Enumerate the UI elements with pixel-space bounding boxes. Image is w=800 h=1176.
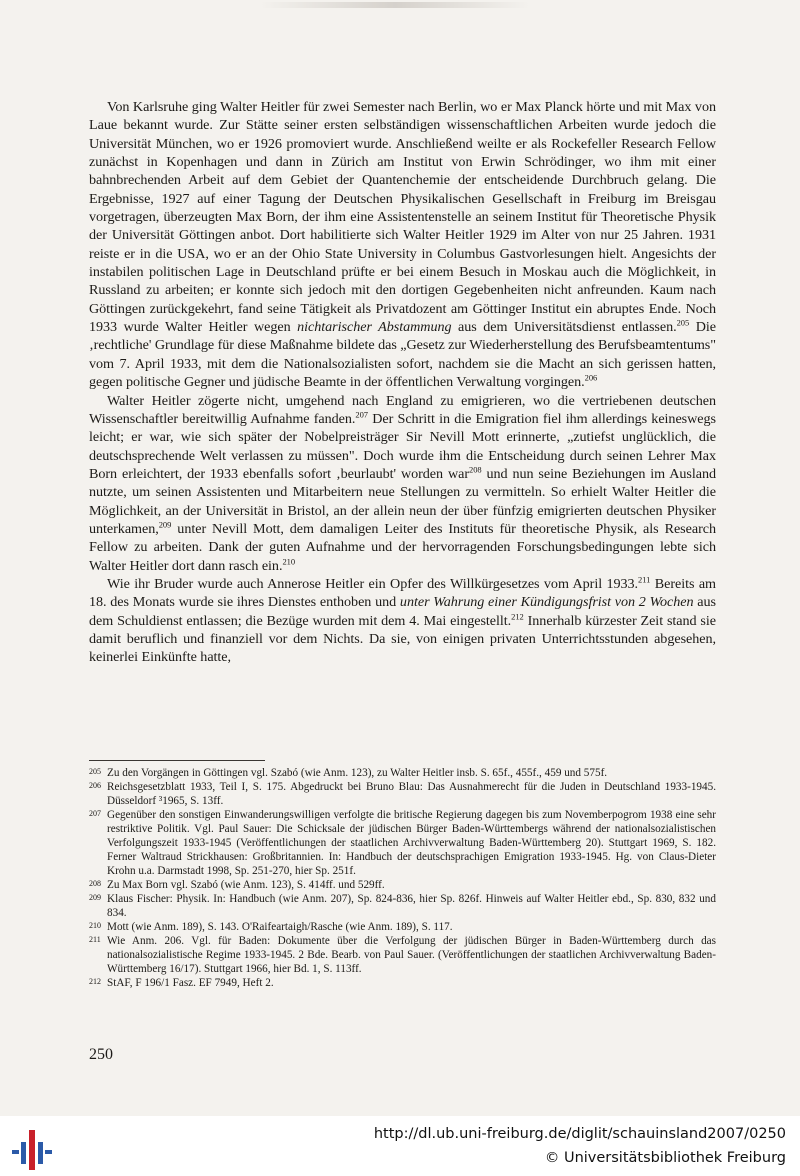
footnote-item — [89, 934, 716, 976]
footnote-number: 207 — [89, 809, 101, 818]
footnote-item — [89, 878, 716, 892]
footnote-text: StAF, F 196/1 Fasz. EF 7949, Heft 2. — [107, 977, 274, 989]
footnote-ref[interactable]: 205 — [676, 317, 690, 328]
paragraph-text: und nun seine Beziehungen im Ausland nutzte, um seinen Assistenten und Mitarbeitern neue Stellungen zu vermitteln. So erhielt Walter Heitler die Möglichkeit, an der Universität in Bristol, an der allein neun der über fünfzig emigrierten deutschen Physiker unterkamen, — [89, 465, 716, 537]
paragraph-text: aus dem Universitätsdienst entlassen. — [451, 319, 677, 336]
page-number: 250 — [89, 1046, 113, 1063]
footnote-number: 210 — [89, 921, 101, 930]
paragraph-2 — [89, 392, 716, 575]
footnote-text: Zu den Vorgängen in Göttingen vgl. Szabó (wie Anm. 123), zu Walter Heitler insb. S. 65f., 455f., 459 und 575f. — [107, 767, 608, 779]
paragraph-text: Von Karlsruhe ging Walter Heitler für zwei Semester nach Berlin, wo er Max Planck hörte und mit Max von Laue bekannt wurde. Zur Stätte seiner ersten selbständigen wissenschaftlichen Arbeiten wurde jedoch die Universität München, wo er 1926 promoviert wurde. Anschließend weilte er als Rockefeller Research Fellow zunächst in Kopenhagen und dann in Zürich am Institut von Erwin Schrödinger, wo ihm mit einer bahnbrechenden Arbeit auf dem Gebiet der Quantenchemie der entscheidende Durchbruch gelang. Die Ergebnisse, 1927 auf einer Tagung der Deutschen Physikalischen Gesellschaft in Freiburg im Breisgau vorgetragen, überzeugten Max Born, der ihm eine Assistentenstelle an seinem Institut für Theoretische Physik der Universität Göttingen anbot. Dort habilitierte sich Walter Heitler 1929 im Alter von nur 25 Jahren. 1931 reiste er in die USA, wo er an der Ohio State University in Columbus Gastvorlesungen hielt. Angesichts der instabilen politischen Lage in Deutschland prüfte er bei einem Besuch in Moskau auch die Möglichkeit, in Russland zu arbeiten; er konnte sich jedoch mit den dortigen Gegebenheiten nicht anfreunden. Kaum nach Göttingen zurückgekehrt, fand seine Tätigkeit als Privatdozent am Göttinger Institut ein abruptes Ende. Noch 1933 wurde Walter Heitler wegen — [89, 99, 716, 336]
footnote-number: 206 — [89, 781, 101, 790]
footnote-number: 205 — [89, 767, 101, 776]
main-text — [89, 98, 716, 667]
footnote-number: 208 — [89, 879, 101, 888]
paragraph-text: Der Schritt in die Emigration fiel ihm allerdings keineswegs leicht; er war, wie sich später der Nobelpreisträger Sir Nevill Mott erinnerte, „zutiefst unglücklich, die deutschsprechende Welt verlassen zu müssen". Doch wurde ihm die Entscheidung durch seinen Lehrer Max Born erleichtert, der 1933 ebenfalls sofort ‚beurlaubt' worden war — [89, 410, 716, 482]
footnote-text: Wie Anm. 206. Vgl. für Baden: Dokumente über die Verfolgung der jüdischen Bürger in Baden-Württemberg durch das nationalsozialistische Regime 1933-1945. 2 Bde. Bearb. von Paul Sauer. (Veröffentlichungen der staatlichen Archivverwaltung Baden-Württemberg 16/17). Stuttgart 1966, hier Bd. 1, S. 113ff. — [107, 935, 716, 975]
footnote-item — [89, 780, 716, 808]
footnote-text: Gegenüber den sonstigen Einwanderungswilligen verfolgte die britische Regierung dagegen bis zum Novemberpogrom 1938 eine sehr restriktive Politik. Vgl. Paul Sauer: Die Schicksale der jüdischen Bürger Baden-Württembergs während der nationalsozialistischen Verfolgungszeit 1933-1945 (Veröffentlichungen der staatlichen Archivverwaltung Baden-Württemberg 20). Stuttgart 1969, S. 182. Ferner Waltraud Strickhausen: Großbritannien. In: Handbuch der deutschsprachigen Emigration 1933-1945. Hg. von Claus-Dieter Krohn u.a. Darmstadt 1998, Sp. 251-270, hier Sp. 251f. — [107, 809, 716, 877]
footnote-ref[interactable]: 207 — [355, 409, 369, 420]
footer-bar — [0, 1116, 800, 1176]
paragraph-3 — [89, 575, 716, 667]
copyright-text: © Universitätsbibliothek Freiburg — [544, 1150, 786, 1166]
footnote-ref[interactable]: 208 — [469, 464, 482, 475]
footnote-item — [89, 892, 716, 920]
footnote-text: Zu Max Born vgl. Szabó (wie Anm. 123), S. 414ff. und 529ff. — [107, 879, 385, 891]
paragraph-text: Bereits am 18. des Monats wurde sie ihres Dienstes enthoben und — [89, 575, 716, 611]
paragraph-text: Innerhalb kürzester Zeit stand sie damit beruflich und finanziell vor dem Nichts. Da sie, von einigen privaten Unterrichtsstunden abgesehen, keinerlei Einkünfte hatte, — [89, 612, 716, 666]
ub-freiburg-logo-icon — [12, 1128, 52, 1172]
footnote-ref[interactable]: 210 — [282, 555, 296, 566]
footnote-item — [89, 976, 716, 990]
footnote-ref[interactable]: 209 — [158, 519, 172, 530]
header-smudge — [260, 2, 530, 8]
footnote-ref[interactable]: 211 — [638, 574, 651, 585]
footnote-item — [89, 766, 716, 780]
paragraph-text: Wie ihr Bruder wurde auch Annerose Heitler ein Opfer des Willkürgesetzes vom April 1933. — [107, 575, 639, 592]
footnotes — [89, 766, 716, 990]
footnote-number: 211 — [89, 935, 101, 944]
source-url[interactable]: http://dl.ub.uni-freiburg.de/diglit/schauinsland2007/0250 — [373, 1126, 786, 1142]
footnote-divider — [89, 760, 265, 761]
paragraph-text: unter Nevill Mott, dem damaligen Leiter des Instituts für theoretische Physik, als Research Fellow zu arbeiten. Dank der guten Aufnahme und der hervorragenden Forschungsbedingungen lebte sich Walter Heitler dort dann rasch ein. — [89, 520, 716, 574]
footnote-item — [89, 808, 716, 878]
paragraph-text: aus dem Schuldienst entlassen; die Bezüge wurden mit dem 4. Mai eingestellt. — [89, 594, 717, 629]
footnote-text: Klaus Fischer: Physik. In: Handbuch (wie Anm. 207), Sp. 824-836, hier Sp. 826f. Hinweis auf Walter Heitler ebd., Sp. 830, 832 und 834. — [107, 893, 716, 919]
footnote-ref[interactable]: 212 — [511, 610, 524, 621]
footnote-number: 209 — [89, 893, 101, 902]
footnote-text: Reichsgesetzblatt 1933, Teil I, S. 175. Abgedruckt bei Bruno Blau: Das Ausnahmerecht für die Juden in Deutschland 1933-1945. Düsseldorf ³1965, S. 13ff. — [107, 781, 716, 807]
italic-phrase: unter Wahrung einer Kündigungsfrist von 2 Wochen — [399, 594, 694, 611]
paragraph-text: Walter Heitler zögerte nicht, umgehend nach England zu emigrieren, wo die vertriebenen deutschen Wissenschaftler bereitwillig Aufnahme fanden. — [89, 392, 716, 427]
paragraph-text: Die ‚rechtliche' Grundlage für diese Maßnahme bildete das „Gesetz zur Wiederherstellung des Berufsbeamtentums" vom 7. April 1933, mit dem die Nationalsozialisten sofort, nachdem sie die Macht an sich gerissen hatten, gegen politische Gegner und jüdische Beamte in der öffentlichen Verwaltung vorgingen. — [89, 319, 716, 391]
italic-phrase: nichtarischer Abstammung — [297, 319, 452, 336]
footnote-text: Mott (wie Anm. 189), S. 143. O'Raifeartaigh/Rasche (wie Anm. 189), S. 117. — [107, 921, 453, 933]
paragraph-1 — [89, 98, 716, 392]
footnote-ref[interactable]: 206 — [584, 372, 598, 383]
footnote-item — [89, 920, 716, 934]
footnote-number: 212 — [89, 977, 101, 986]
